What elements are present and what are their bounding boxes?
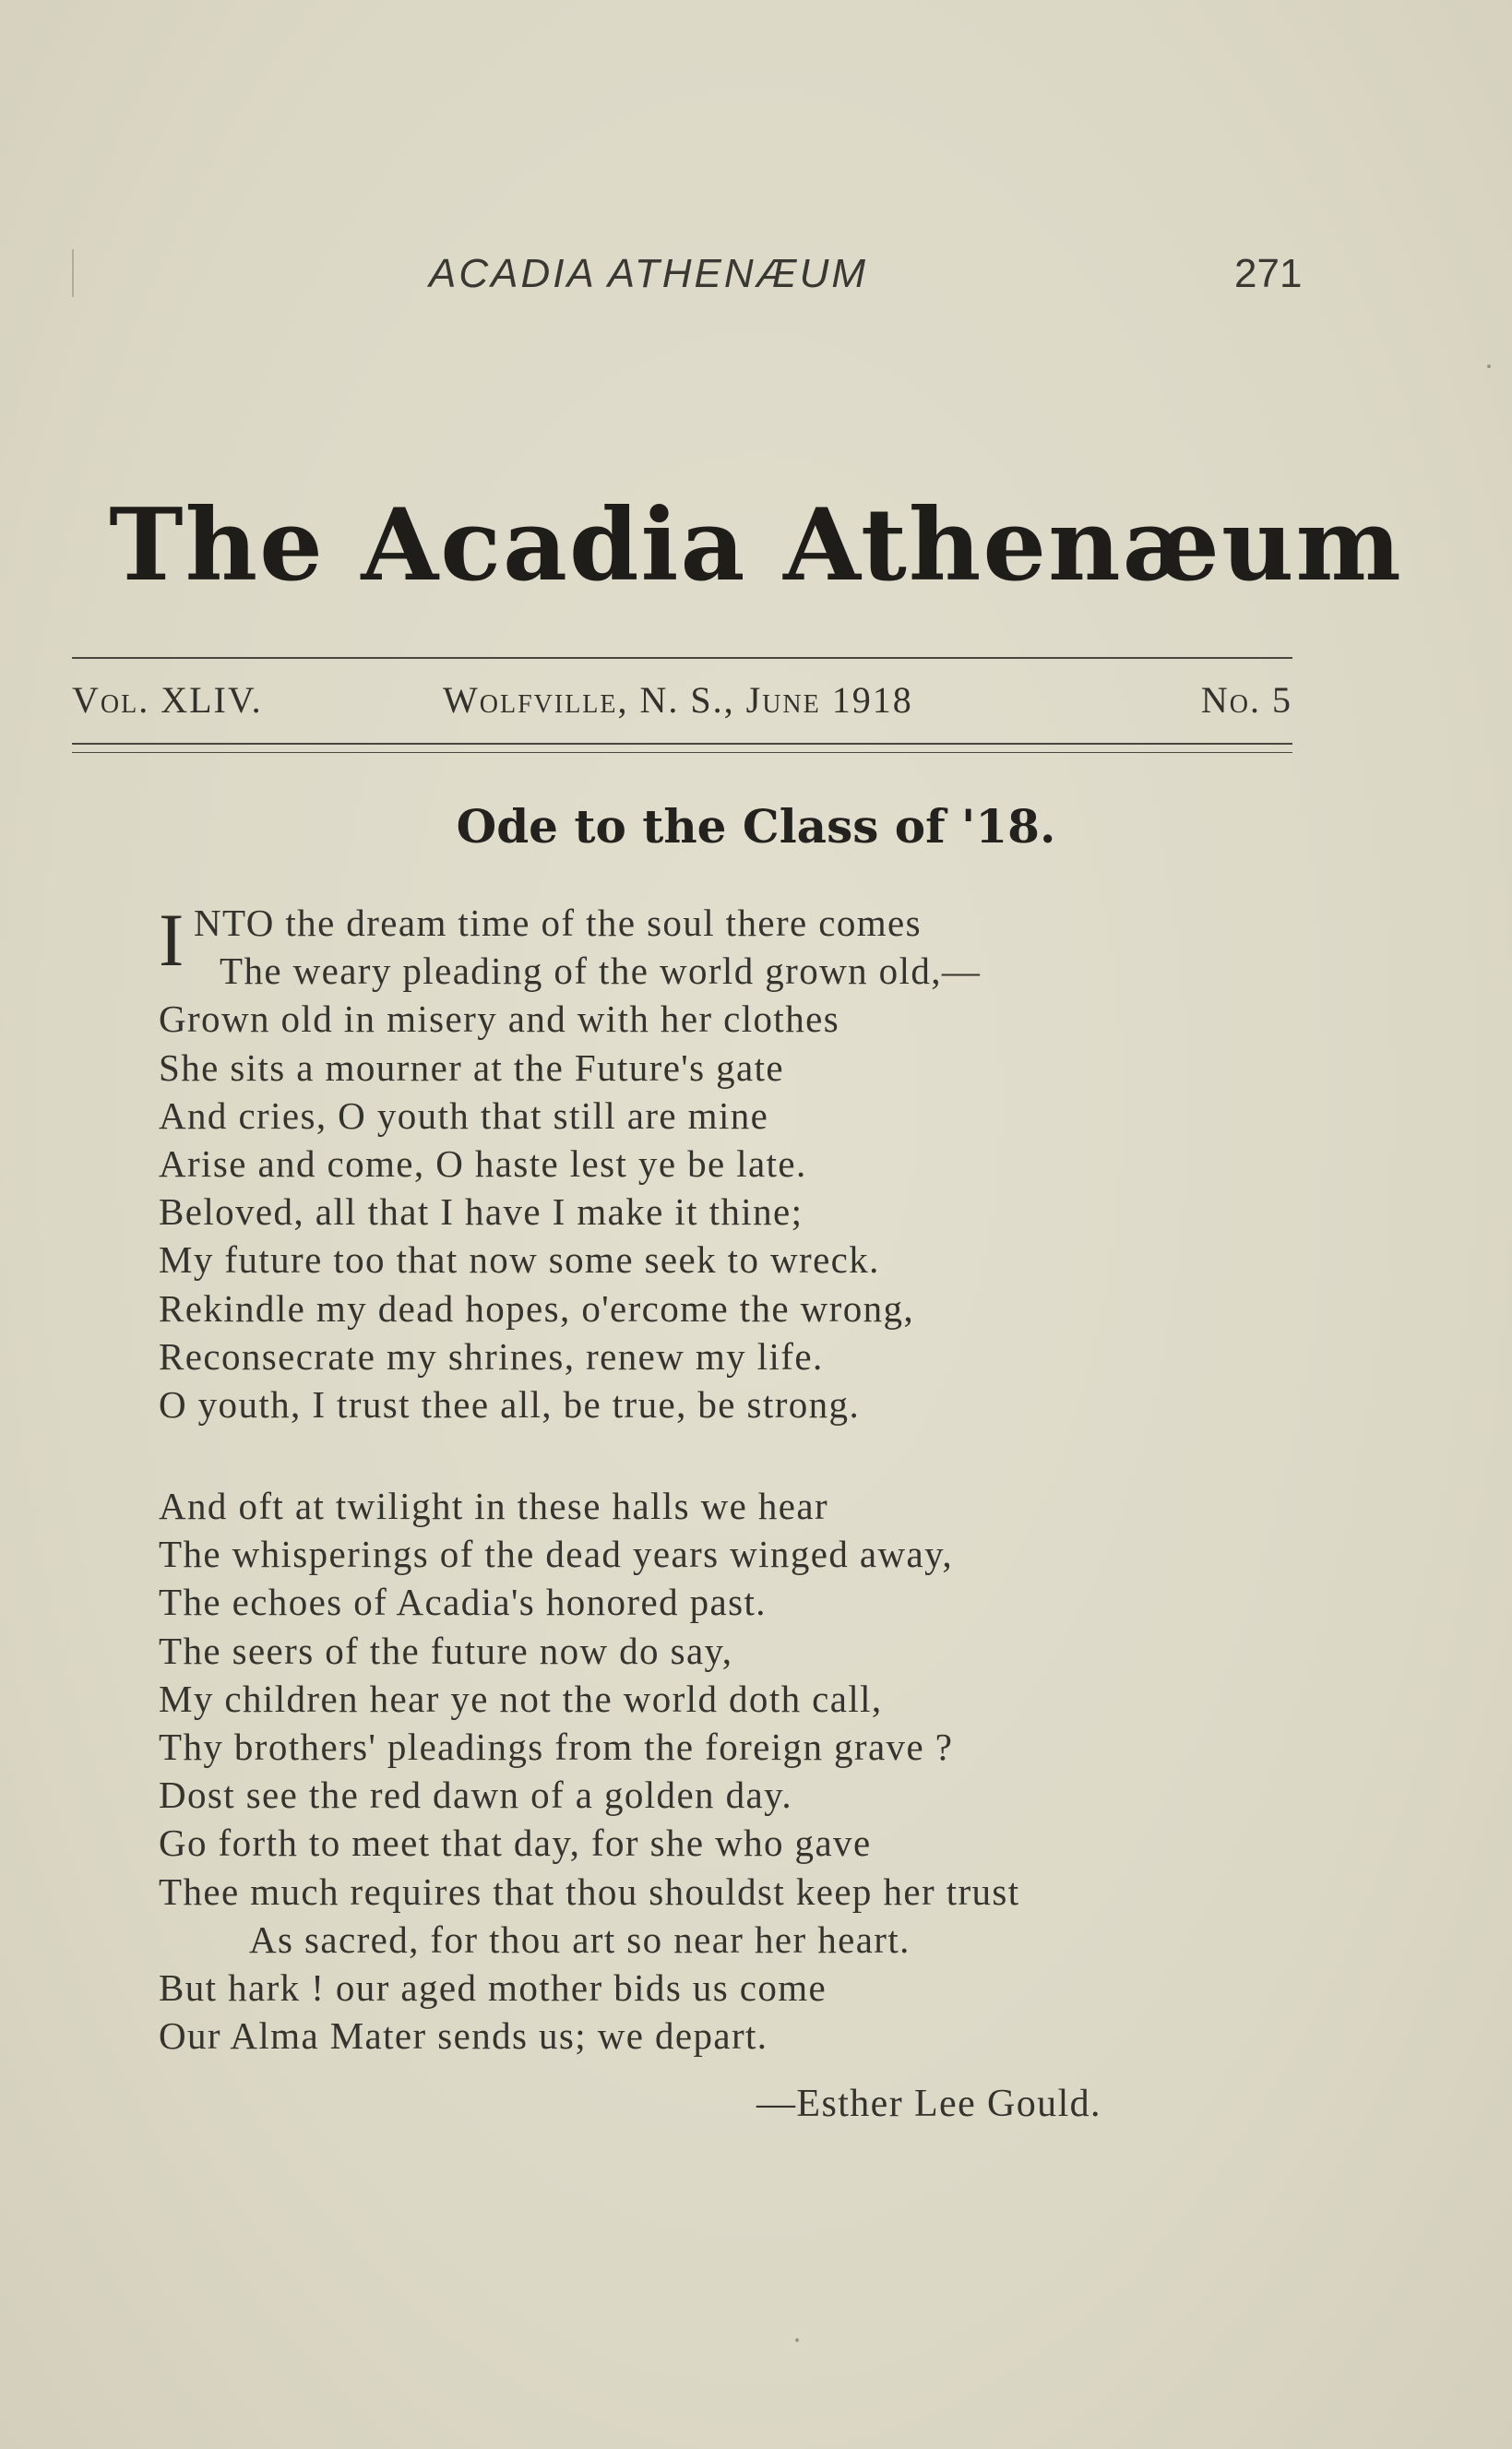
poem-line: My future too that now some seek to wreck.	[159, 1238, 880, 1282]
poem-line: Beloved, all that I have I make it thine;	[159, 1190, 804, 1234]
issue-line	[72, 678, 1292, 724]
poem-line: NTO the dream time of the soul there comes	[194, 902, 922, 944]
poem-line: Grown old in misery and with her clothes	[159, 998, 840, 1041]
poem-stanza-2	[159, 1482, 1339, 2060]
poem-line: Go forth to meet that day, for she who gave	[159, 1822, 872, 1865]
issue-volume: Vol. XLIV.	[72, 679, 263, 721]
poem-line: Arise and come, O haste lest ye be late.	[159, 1141, 807, 1185]
running-title: ACADIA ATHENÆUM	[429, 251, 869, 296]
masthead-title: The Acadia Athenæum	[109, 487, 1403, 603]
poem-line: Thee much requires that thou shouldst keep her trust	[159, 1870, 1020, 1913]
poem-line: The weary pleading of the world grown old,—	[220, 950, 982, 993]
poem-line: The whisperings of the dead years winged away,	[159, 1533, 953, 1576]
poem-line: Dost see the red dawn of a golden day.	[159, 1774, 792, 1817]
masthead-rule	[72, 657, 1292, 659]
paper-speck	[1487, 364, 1491, 368]
poem-line: My children hear ye not the world doth call,	[159, 1677, 883, 1720]
poem-line: But hark ! our aged mother bids us come	[159, 1965, 827, 2009]
poem-line: Thy brothers' pleadings from the foreign grave ?	[159, 1725, 954, 1768]
paper-speck	[795, 2338, 799, 2342]
poem-line: Rekindle my dead hopes, o'ercome the wrong,	[159, 1286, 915, 1330]
page-number: 271	[1234, 251, 1303, 296]
poem-line: And oft at twilight in these halls we hear	[159, 1485, 829, 1527]
poem-line: And cries, O youth that still are mine	[159, 1093, 769, 1137]
poem-line: As sacred, for thou art so near her heart.	[249, 1917, 911, 1961]
poem-line: O youth, I trust thee all, be true, be strong.	[159, 1382, 861, 1426]
drop-cap: I	[159, 898, 185, 982]
issue-rule-bottom	[72, 752, 1292, 753]
issue-number: No. 5	[1200, 679, 1292, 721]
issue-rule-top	[72, 743, 1292, 745]
poem-line: The seers of the future now do say,	[159, 1629, 733, 1672]
issue-place-date: Wolfville, N. S., June 1918	[443, 679, 913, 721]
poem-line: She sits a mourner at the Future's gate	[159, 1045, 784, 1089]
running-head	[0, 251, 1512, 297]
poem-title: Ode to the Class of '18.	[456, 799, 1056, 854]
poem-signature: —Esther Lee Gould.	[756, 2083, 1101, 2125]
poem-line: The echoes of Acadia's honored past.	[159, 1581, 767, 1624]
poem-stanza-1	[159, 899, 1339, 1428]
poem-line: Reconsecrate my shrines, renew my life.	[159, 1334, 824, 1378]
poem-line: Our Alma Mater sends us; we depart.	[159, 2014, 768, 2058]
